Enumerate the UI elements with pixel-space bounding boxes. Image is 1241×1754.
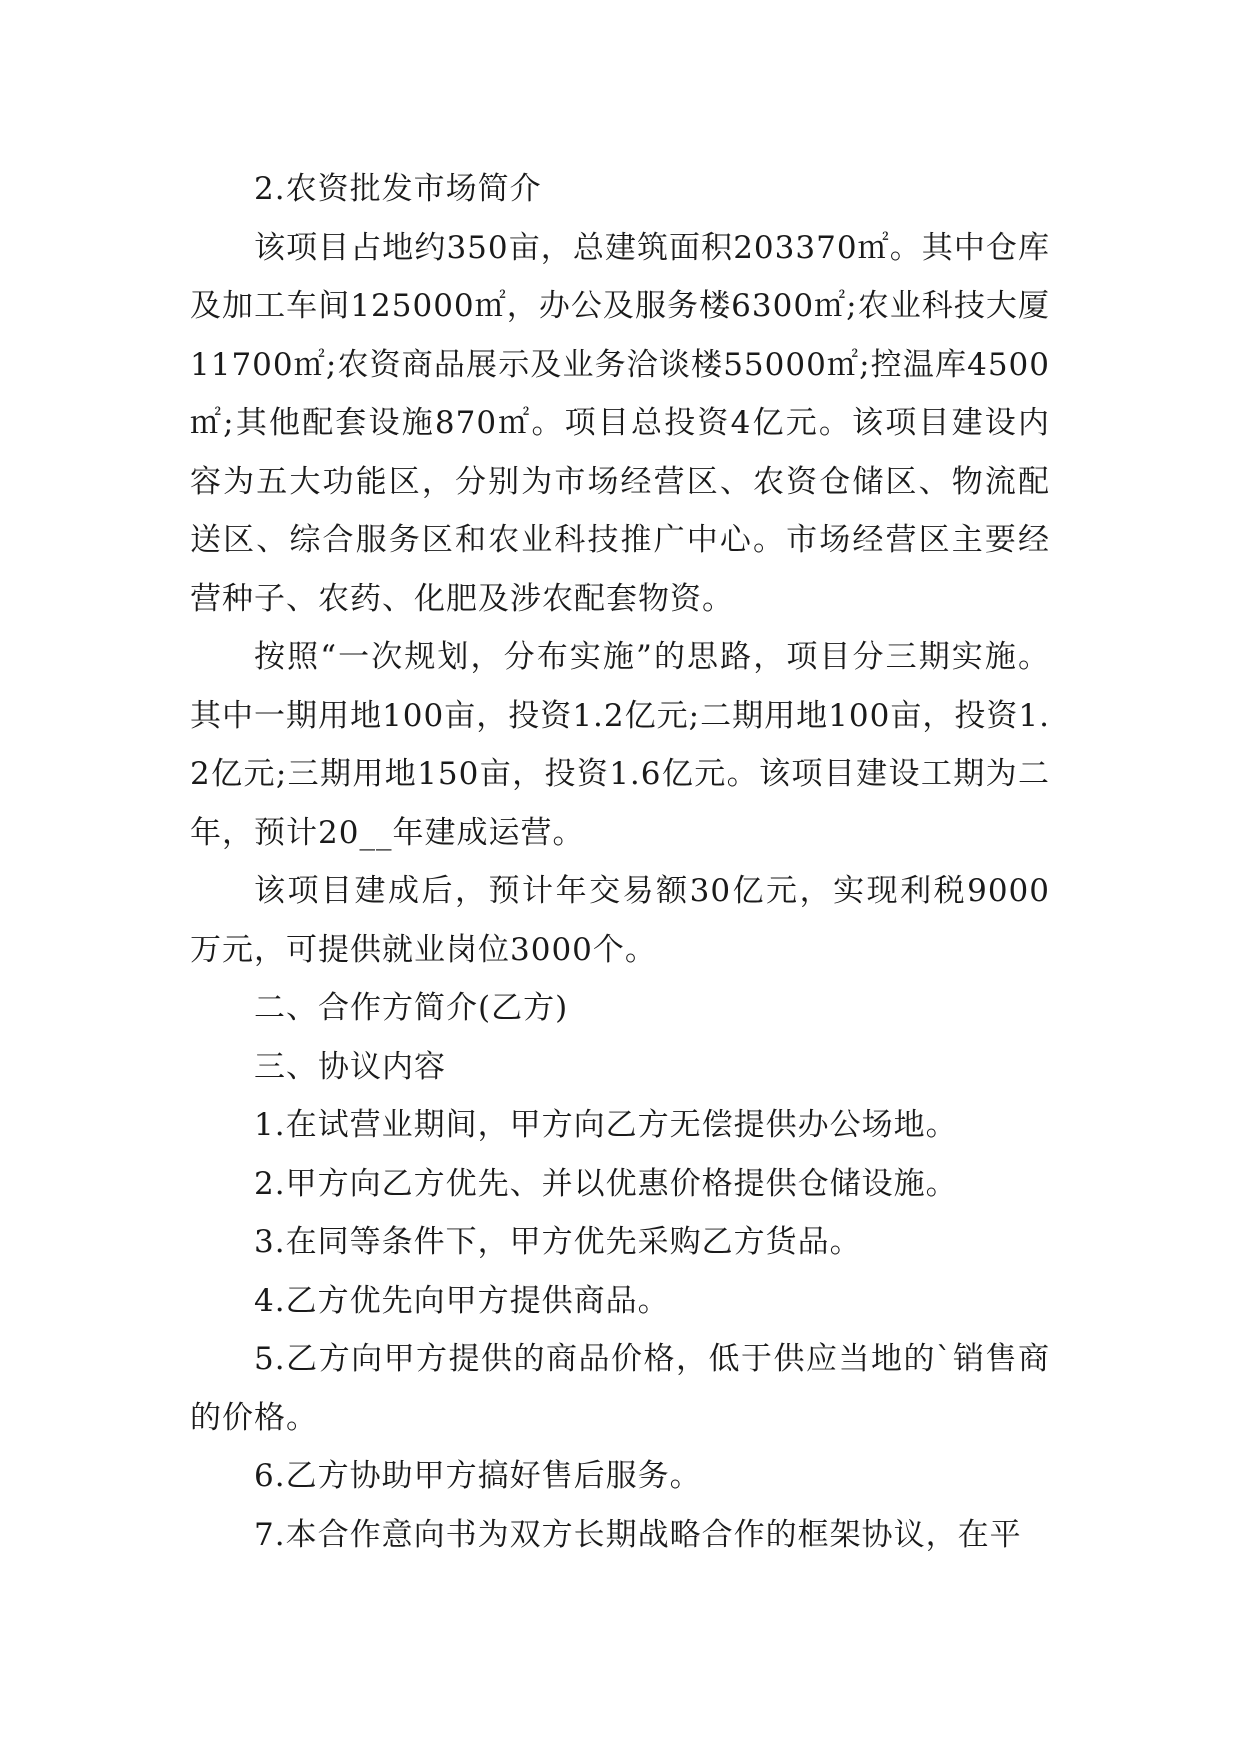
paragraph-expected-results: 该项目建成后，预计年交易额30亿元，实现利税9000万元，可提供就业岗位3000个。 <box>190 873 1050 968</box>
paragraph-project-overview: 该项目占地约350亩，总建筑面积203370㎡。其中仓库及加工车间125000㎡，办公及服务楼6300㎡;农业科技大厦11700㎡;农资商品展示及业务洽谈楼55000㎡;控温库4500㎡;其他配套设施870㎡。项目总投资4亿元。该项目建设内容为五大功能区，分别为市场经营区、农资仓储区、物流配送区、综合服务区和农业科技推广中心。市场经营区主要经营种子、农药、化肥及涉农配套物资。 <box>190 229 1050 617</box>
agreement-item-6: 6.乙方协助甲方搞好售后服务。 <box>254 1458 702 1494</box>
agreement-item-2: 2.甲方向乙方优先、并以优惠价格提供仓储设施。 <box>254 1165 958 1202</box>
section-heading-partner-intro: 二、合作方简介(乙方) <box>254 990 569 1026</box>
agreement-item-3: 3.在同等条件下，甲方优先采购乙方货品。 <box>254 1224 862 1260</box>
agreement-item-7: 7.本合作意向书为双方长期战略合作的框架协议，在平 <box>254 1516 1022 1553</box>
section-heading-market-intro: 2.农资批发市场简介 <box>254 171 542 207</box>
document-body <box>190 160 1050 1564</box>
paragraph-phases: 按照“一次规划，分布实施”的思路，项目分三期实施。其中一期用地100亩，投资1.2亿元;二期用地100亩，投资1.2亿元;三期用地150亩，投资1.6亿元。该项目建设工期为二年，预计20__年建成运营。 <box>190 639 1050 851</box>
agreement-item-1: 1.在试营业期间，甲方向乙方无偿提供办公场地。 <box>254 1107 958 1143</box>
section-heading-agreement: 三、协议内容 <box>254 1048 446 1085</box>
agreement-item-4: 4.乙方优先向甲方提供商品。 <box>254 1282 670 1319</box>
agreement-item-5: 5.乙方向甲方提供的商品价格，低于供应当地的`销售商的价格。 <box>190 1341 1050 1436</box>
